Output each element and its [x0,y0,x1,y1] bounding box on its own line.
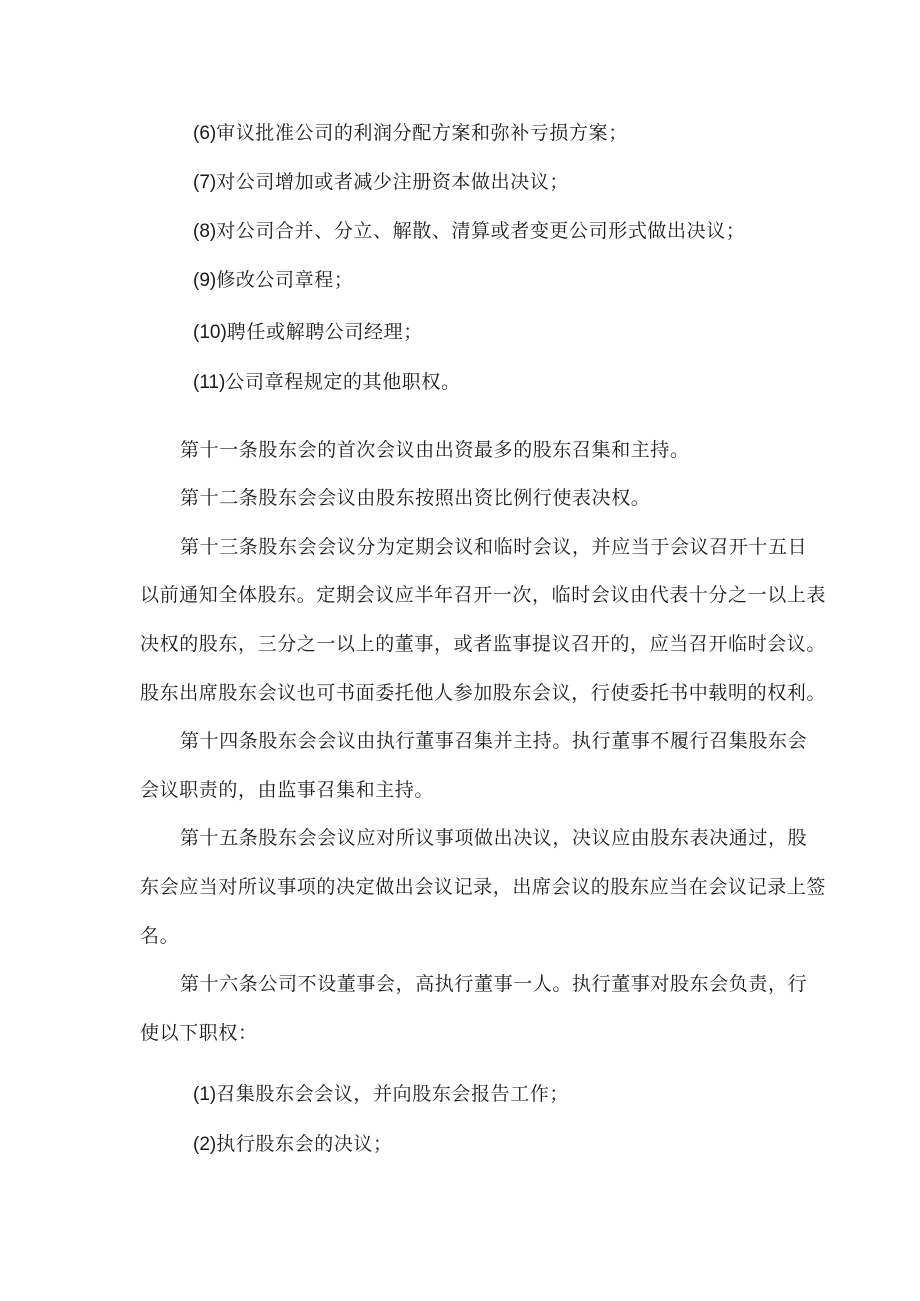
item-text: 修改公司章程； [216,269,354,291]
item-number: (9) [193,270,217,291]
list-item [193,170,569,195]
list-item [193,370,461,395]
item-number: (6) [193,123,217,144]
article-13-line: 决权的股东，三分之一以上的董事，或者监事提议召开的，应当召开临时会议。 [140,633,827,655]
item-text: 对公司合并、分立、解散、清算或者变更公司形式做出决议； [216,220,746,242]
list-item [193,219,745,244]
article-11: 第十一条股东会的首次会议由出资最多的股东召集和主持。 [180,439,690,461]
list-item [193,320,423,345]
item-number: (11) [193,372,226,393]
item-text: 公司章程规定的其他职权。 [225,371,461,393]
list-item [193,121,628,146]
article-15-line: 名。 [140,925,180,947]
article-13-line: 股东出席股东会议也可书面委托他人参加股东会议，行使委托书中载明的权利。 [140,682,827,704]
list-item [193,1082,569,1107]
article-14-line: 会议职责的，由监事召集和主持。 [140,779,435,801]
item-text: 聘任或解聘公司经理； [226,321,423,343]
item-number: (8) [193,221,217,242]
list-item [193,268,353,293]
item-text: 审议批准公司的利润分配方案和弥补亏损方案； [216,122,628,144]
item-text: 执行股东会的决议； [216,1133,393,1155]
article-13-line: 第十三条股东会会议分为定期会议和临时会议，并应当于会议召开十五日 [180,536,808,558]
item-text: 召集股东会会议，并向股东会报告工作； [216,1083,570,1105]
item-number: (1) [193,1084,217,1105]
item-number: (7) [193,172,217,193]
list-item [193,1132,393,1157]
item-number: (10) [193,322,227,343]
item-number: (2) [193,1134,217,1155]
article-15-line: 第十五条股东会会议应对所议事项做出决议，决议应由股东表决通过，股 [180,827,808,849]
article-16-line: 第十六条公司不设董事会，高执行董事一人。执行董事对股东会负责，行 [180,973,808,995]
article-12: 第十二条股东会会议由股东按照出资比例行使表决权。 [180,487,651,509]
article-16-line: 使以下职权： [140,1022,258,1044]
article-15-line: 东会应当对所议事项的决定做出会议记录，出席会议的股东应当在会议记录上签 [140,876,827,898]
item-text: 对公司增加或者减少注册资本做出决议； [216,171,570,193]
article-13-line: 以前通知全体股东。定期会议应半年召开一次，临时会议由代表十分之一以上表 [140,584,827,606]
article-14-line: 第十四条股东会会议由执行董事召集并主持。执行董事不履行召集股东会 [180,730,808,752]
